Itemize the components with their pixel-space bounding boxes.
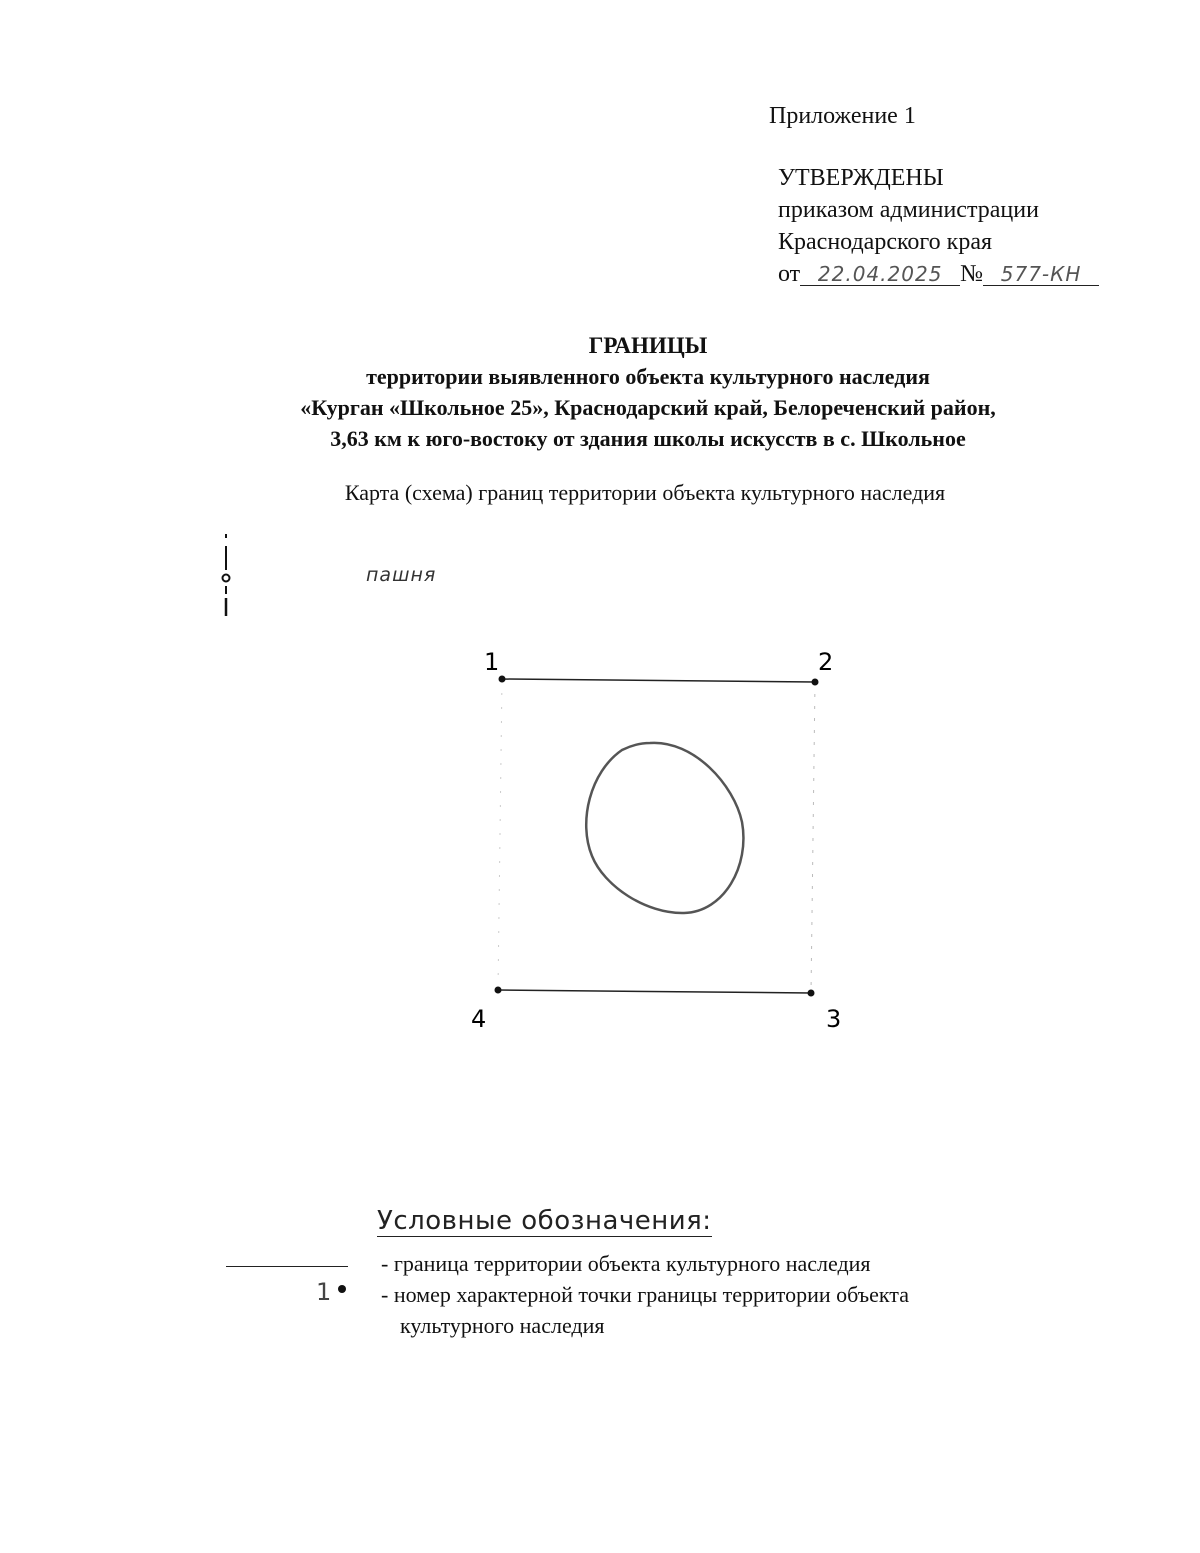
north-arrow-icon [223,534,230,616]
legend-boundary-text: - граница территории объекта культурного наследия [381,1251,871,1276]
boundary-point-2 [812,679,819,686]
land-type-label: пашня [366,564,437,586]
boundary-point-1 [499,676,506,683]
title-line-2: «Курган «Школьное 25», Краснодарский край, Белореченский район, [300,395,996,420]
legend-point-dot-icon [338,1285,346,1293]
map-caption: Карта (схема) границ территории объекта культурного наследия [344,480,946,505]
approved-by-order: приказом администрации [778,197,1039,223]
point-label-1: 1 [484,648,500,676]
boundary-point-3 [808,990,815,997]
boundary-line-1-4 [498,679,502,990]
point-label-3: 3 [826,1005,842,1033]
number-prefix: № [960,261,984,287]
legend-point-text-2: культурного наследия [400,1313,605,1338]
approved-heading: УТВЕРЖДЕНЫ [778,165,944,191]
boundary-line-1-2 [502,679,815,682]
title-line-1: территории выявленного объекта культурного наследия [366,364,930,389]
title-main: ГРАНИЦЫ [588,333,708,358]
boundary-point-4 [495,987,502,994]
legend-boundary-symbol [226,1266,348,1267]
legend-point-number: 1 [316,1278,332,1306]
point-label-4: 4 [471,1005,487,1033]
approval-number: 577-КН [983,263,1099,286]
appendix-label: Приложение 1 [769,103,916,129]
approved-region: Краснодарского края [778,229,993,255]
legend-title: Условные обозначения: [377,1206,712,1236]
boundary-line-2-3 [811,682,815,993]
date-prefix: от [778,261,801,287]
boundary-line-4-3 [498,990,811,993]
title-line-3: 3,63 км к юго-востоку от здания школы искусств в с. Школьное [330,426,966,451]
legend-point-text-1: - номер характерной точки границы территории объекта [381,1282,909,1307]
point-label-2: 2 [818,648,834,676]
mound-outline [586,743,743,913]
approval-date: 22.04.2025 [800,263,960,286]
